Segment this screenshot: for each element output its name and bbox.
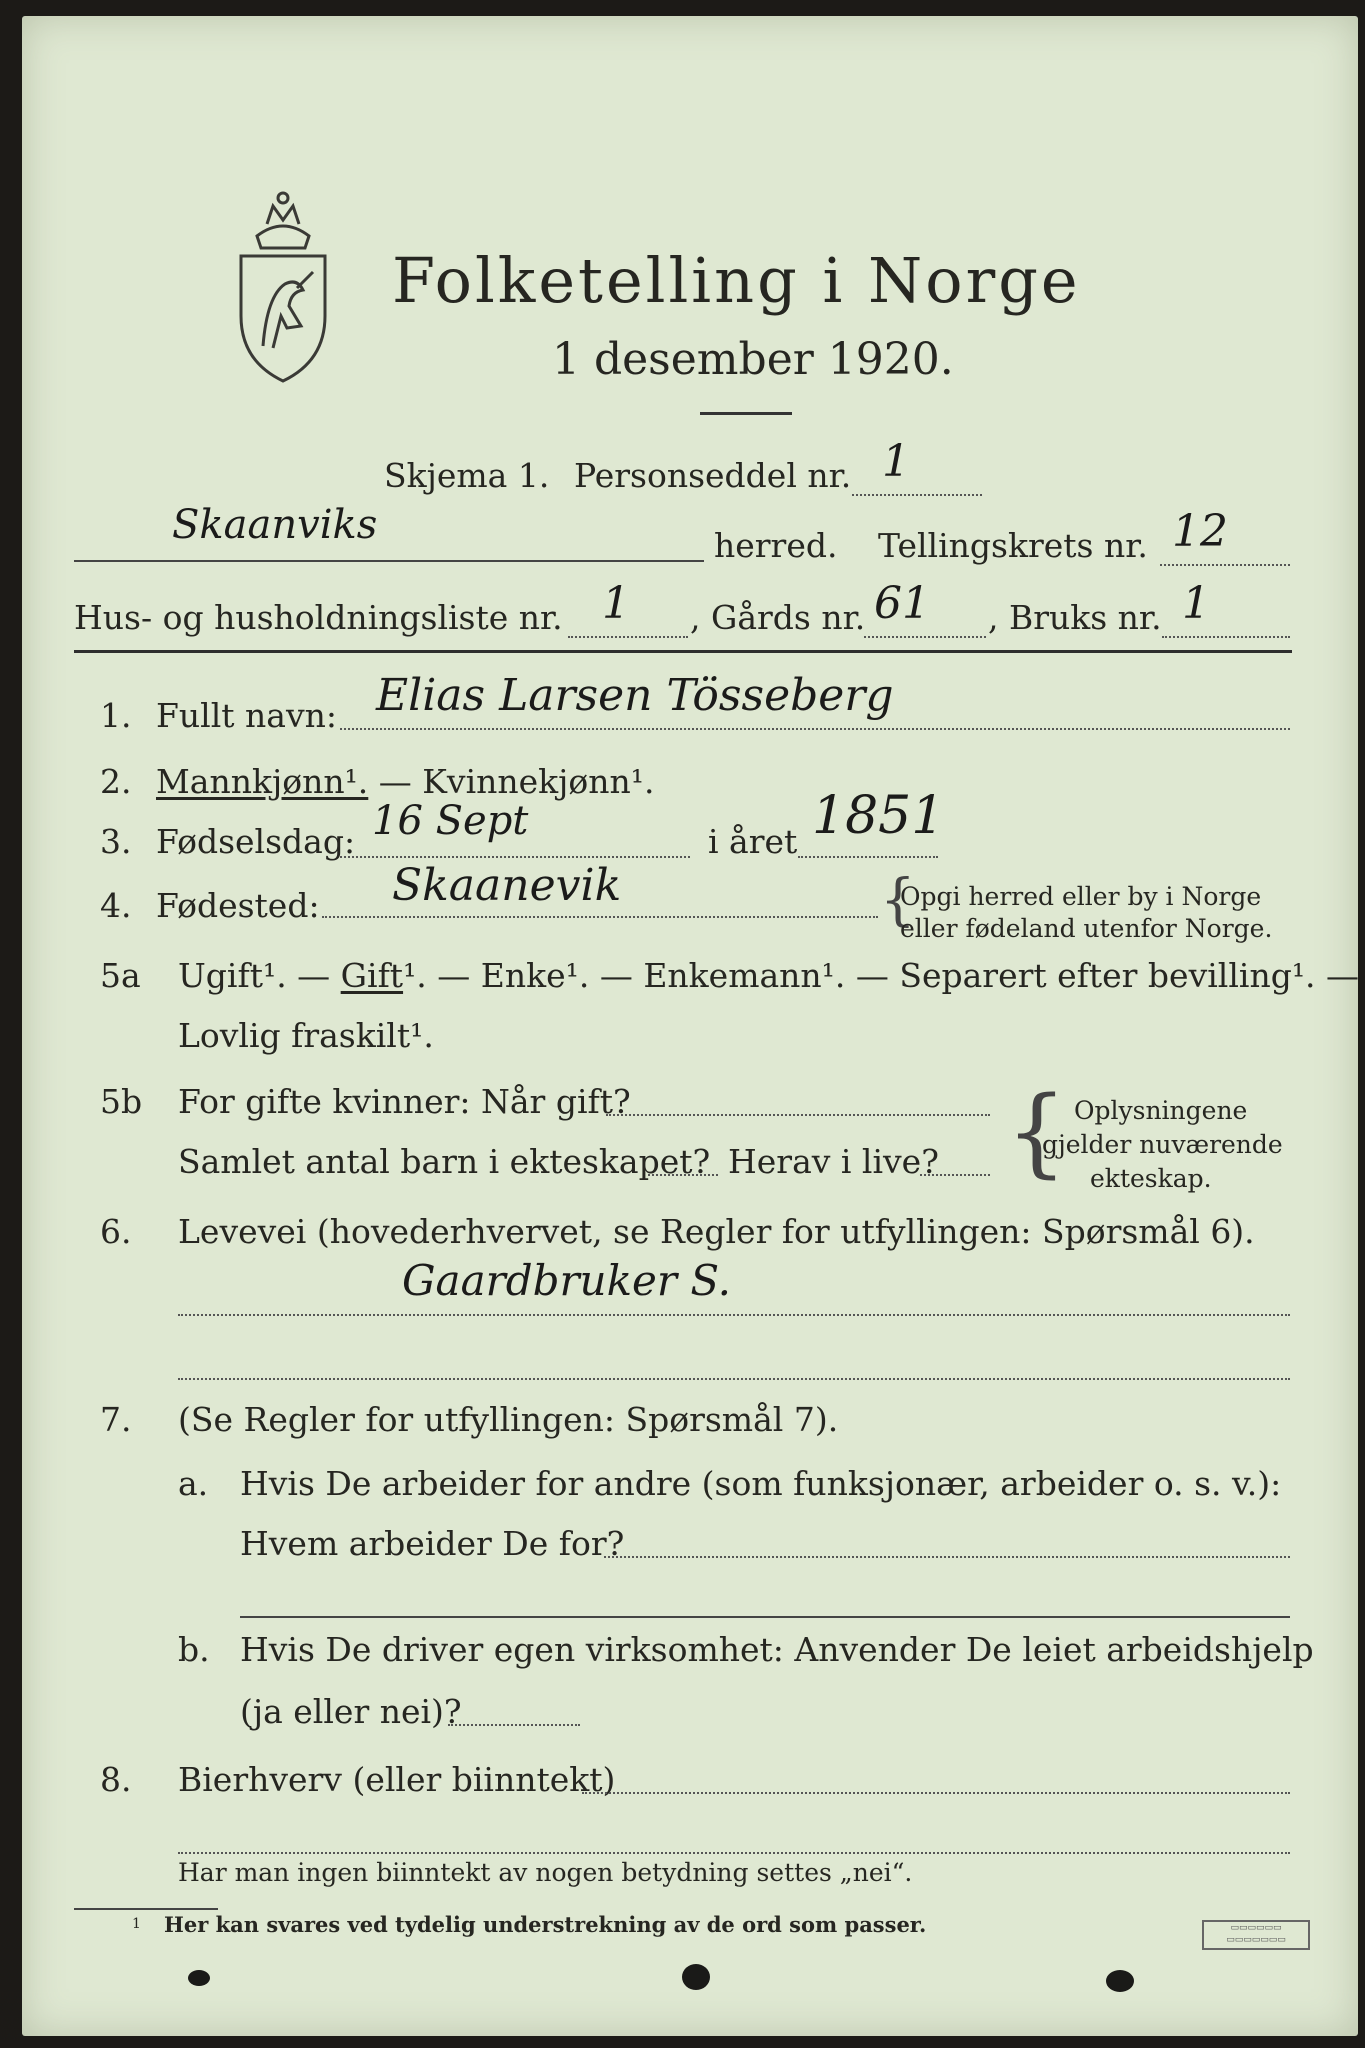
hired-help-label: (ja eller nei)?	[240, 1692, 462, 1731]
full-name-value[interactable]: Elias Larsen Tösseberg	[376, 670, 894, 721]
q5b-note-line2: gjelder nuværende	[1042, 1130, 1283, 1159]
married-when-label: For gifte kvinner: Når gift?	[178, 1082, 631, 1121]
q4-number: 4.	[100, 886, 132, 925]
q3-number: 3.	[100, 822, 132, 861]
birth-year-value[interactable]: 1851	[812, 786, 945, 846]
side-income-label: Bierhverv (eller biinntekt)	[178, 1760, 616, 1799]
household-list-line	[568, 636, 688, 638]
no-income-note: Har man ingen biinntekt av nogen betydning settes „nei“.	[178, 1858, 913, 1887]
bruks-line	[1162, 636, 1290, 638]
herred-value[interactable]: Skaanviks	[172, 502, 378, 548]
footnote-text: Her kan svares ved tydelig understrekning av de ord som passer.	[164, 1912, 927, 1937]
ink-spot	[1106, 1970, 1134, 1992]
married-when-line	[606, 1114, 990, 1116]
children-total-line	[648, 1174, 718, 1176]
gards-line	[864, 636, 986, 638]
q8-number: 8.	[100, 1760, 132, 1799]
employer-line-2	[240, 1616, 1290, 1618]
female-option[interactable]: Kvinnekjønn¹.	[422, 762, 655, 801]
full-name-line	[340, 728, 1290, 730]
occupation-label: Levevei (hovederhvervet, se Regler for utfyllingen: Spørsmål 6).	[178, 1212, 1255, 1251]
herred-line	[74, 560, 704, 562]
person-number-value[interactable]: 1	[882, 436, 910, 487]
occupation-value[interactable]: Gaardbruker S.	[402, 1256, 731, 1305]
q7-label: (Se Regler for utfyllingen: Spørsmål 7).	[178, 1400, 839, 1439]
side-income-line-2	[178, 1852, 1290, 1854]
male-option[interactable]: Mannkjønn¹.	[156, 762, 369, 801]
gards-label: , Gårds nr.	[690, 598, 866, 637]
census-date: 1 desember 1920.	[552, 334, 954, 385]
q7b-marker: b.	[178, 1630, 210, 1669]
household-list-value[interactable]: 1	[602, 578, 630, 629]
birthplace-label: Fødested:	[156, 886, 320, 925]
tellingskrets-label: Tellingskrets nr.	[878, 526, 1148, 565]
q2-number: 2.	[100, 762, 132, 801]
children-alive-line	[920, 1174, 990, 1176]
unmarried-option[interactable]: Ugift¹. —	[178, 956, 341, 995]
q5b-note-line3: ekteskap.	[1090, 1164, 1212, 1193]
birthday-label: Fødselsdag:	[156, 822, 356, 861]
gards-value[interactable]: 61	[874, 578, 930, 629]
footnote-rule	[74, 1908, 218, 1910]
employer-line-1	[604, 1556, 1290, 1558]
q7b-question: Hvis De driver egen virksomhet: Anvender De leiet arbeidshjelp	[240, 1630, 1314, 1669]
marital-options	[178, 956, 1359, 995]
herred-label: herred.	[714, 526, 838, 565]
q5b-note-line1: Oplysningene	[1074, 1096, 1248, 1125]
census-form-page	[22, 16, 1358, 2036]
tellingskrets-line	[1160, 564, 1290, 566]
printer-stamp: ▭▭▭▭▭▭ ▭▭▭▭▭▭▭	[1202, 1920, 1310, 1950]
q1-number: 1.	[100, 696, 132, 735]
ink-spot	[682, 1964, 710, 1990]
married-option[interactable]: Gift	[340, 956, 404, 995]
q5b-number: 5b	[100, 1082, 143, 1121]
person-number-line	[852, 494, 982, 496]
children-total-label: Samlet antal barn i ekteskapet?	[178, 1142, 711, 1181]
birthplace-value[interactable]: Skaanevik	[392, 860, 622, 911]
ink-spot	[188, 1970, 210, 1986]
tellingskrets-value[interactable]: 12	[1172, 506, 1228, 557]
q4-note-brace: {	[880, 868, 916, 933]
q1-label: Fullt navn:	[156, 696, 337, 735]
schema-label: Skjema 1.	[384, 456, 550, 495]
norwegian-coat-of-arms-icon	[227, 176, 339, 386]
birth-year-label: i året	[708, 822, 798, 861]
sex-separator: —	[368, 762, 423, 801]
divorced-option[interactable]: Lovlig fraskilt¹.	[178, 1016, 434, 1055]
sex-options	[156, 762, 655, 801]
form-title: Folketelling i Norge	[392, 244, 1081, 317]
bruks-value[interactable]: 1	[1182, 578, 1210, 629]
children-alive-label: Herav i live?	[728, 1142, 939, 1181]
q4-note-line1: Opgi herred eller by i Norge	[900, 882, 1262, 911]
occupation-line-1	[178, 1314, 1290, 1316]
q4-note-line2: eller fødeland utenfor Norge.	[900, 914, 1273, 943]
other-marital-options[interactable]: ¹. — Enke¹. — Enkemann¹. — Separert efter bevilling¹. —	[403, 956, 1360, 995]
title-divider	[700, 412, 792, 415]
birthplace-line	[322, 916, 878, 918]
footnote-mark: 1	[132, 1916, 141, 1932]
q5a-number: 5a	[100, 956, 141, 995]
hired-help-line	[448, 1724, 580, 1726]
side-income-line-1	[582, 1792, 1290, 1794]
birth-year-line	[798, 856, 938, 858]
birthday-value[interactable]: 16 Sept	[372, 798, 529, 844]
q7-number: 7.	[100, 1400, 132, 1439]
q5b-note-brace: {	[1006, 1076, 1068, 1188]
q7a-question: Hvis De arbeider for andre (som funksjonær, arbeider o. s. v.):	[240, 1464, 1282, 1503]
header-divider	[74, 650, 1292, 653]
q7a-marker: a.	[178, 1464, 209, 1503]
person-number-label: Personseddel nr.	[574, 456, 852, 495]
bruks-label: , Bruks nr.	[988, 598, 1162, 637]
birthday-line	[340, 856, 690, 858]
occupation-line-2	[178, 1378, 1290, 1380]
employer-label: Hvem arbeider De for?	[240, 1524, 625, 1563]
household-list-label: Hus- og husholdningsliste nr.	[74, 598, 563, 637]
q6-number: 6.	[100, 1212, 132, 1251]
